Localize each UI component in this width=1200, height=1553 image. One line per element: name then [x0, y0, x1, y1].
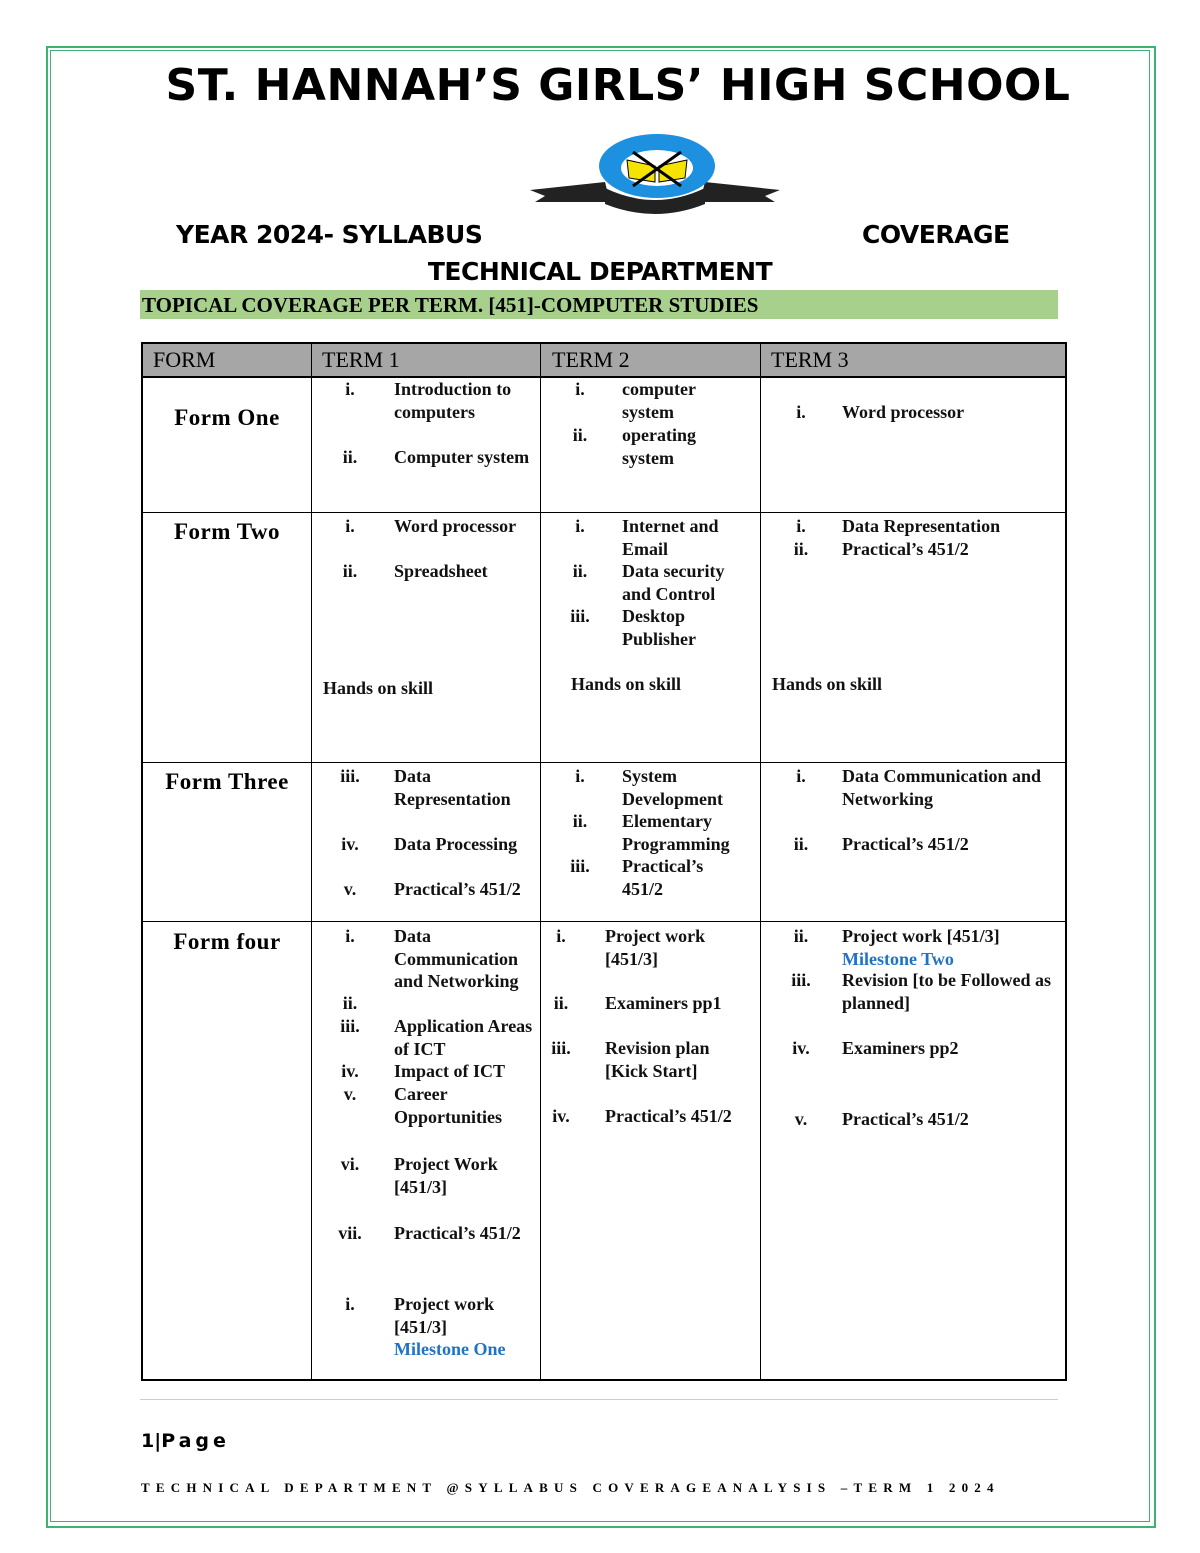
- topic-item: Revision [to be Followed as planned]: [842, 970, 1051, 1013]
- topic-item: Practical’s 451/2: [394, 1223, 521, 1243]
- header-term-3: TERM 3: [771, 347, 849, 372]
- topic-item: Word processor: [394, 516, 517, 536]
- list-numeral: iv.: [341, 1061, 359, 1081]
- header-term-2: TERM 2: [552, 347, 630, 372]
- list-numeral: iii.: [570, 856, 590, 876]
- topic-item: Data security and Control: [622, 561, 725, 604]
- row-divider: [143, 921, 1065, 922]
- topic-item: operating system: [622, 425, 696, 468]
- list-numeral: i.: [345, 1294, 355, 1314]
- list-numeral: ii.: [572, 811, 588, 831]
- list-numeral: iv.: [341, 834, 359, 854]
- list-numeral: ii.: [572, 425, 588, 445]
- list-numeral: v.: [343, 1084, 357, 1104]
- topic-item: Career Opportunities: [394, 1084, 503, 1127]
- topic-item: Data Communication and Networking: [842, 766, 1042, 809]
- list-numeral: i.: [345, 516, 355, 536]
- topic-item: Examiners pp1: [605, 993, 722, 1013]
- list-numeral: ii.: [793, 926, 809, 946]
- list-numeral: iv.: [792, 1038, 810, 1058]
- hands-on-skill-note: Hands on skill: [772, 674, 883, 694]
- topic-item: Word processor: [842, 402, 965, 422]
- list-numeral: ii.: [553, 993, 569, 1013]
- row-divider: [143, 512, 1065, 513]
- page-separator: |: [154, 1430, 162, 1452]
- list-numeral: i.: [575, 766, 585, 786]
- column-divider: [760, 344, 761, 1379]
- page-label: Page: [161, 1430, 230, 1452]
- list-numeral: vii.: [338, 1223, 362, 1243]
- topic-item: Spreadsheet: [394, 561, 488, 581]
- milestone-link[interactable]: Milestone One: [394, 1339, 506, 1359]
- topic-item: System Development: [622, 766, 723, 809]
- list-numeral: iii.: [791, 970, 811, 990]
- list-numeral: ii.: [342, 993, 358, 1013]
- topic-item: Project work [451/3] Milestone Two: [842, 925, 1057, 970]
- school-title: ST. HANNAH’S GIRLS’ HIGH SCHOOL: [165, 60, 1071, 111]
- milestone-link[interactable]: Milestone Two: [842, 948, 954, 969]
- topic-item: Practical’s 451/2: [842, 1109, 969, 1129]
- department-heading: TECHNICAL DEPARTMENT: [427, 257, 773, 286]
- coverage-label: COVERAGE: [862, 220, 1010, 249]
- topic-item: Computer system: [394, 447, 530, 467]
- list-numeral: i.: [796, 766, 806, 786]
- list-numeral: i.: [796, 402, 806, 422]
- footer-text: TECHNICAL DEPARTMENT @SYLLABUS COVERAGEANALYSIS –TERM 1 2024: [141, 1480, 1000, 1495]
- topic-item: Project Work [451/3]: [394, 1154, 498, 1197]
- syllabus-table: [141, 342, 1067, 1381]
- page-number-value: 1: [141, 1430, 155, 1452]
- list-numeral: ii.: [793, 539, 809, 559]
- topic-item: Practical’s 451/2: [842, 834, 969, 854]
- topic-item: Internet and Email: [622, 516, 719, 559]
- list-numeral: iii.: [340, 1016, 360, 1036]
- hands-on-skill-note: Hands on skill: [323, 678, 434, 698]
- list-numeral: ii.: [793, 834, 809, 854]
- column-divider: [311, 344, 312, 1379]
- form-label-three: Form Three: [165, 769, 289, 794]
- topic-item: Project work [451/3]: [605, 926, 706, 969]
- row-divider: [143, 762, 1065, 763]
- list-numeral: iii.: [551, 1038, 571, 1058]
- year-label: YEAR 2024- SYLLABUS: [176, 220, 483, 249]
- topic-item: Elementary Programming: [622, 811, 730, 854]
- page-number: [141, 1430, 230, 1452]
- header-form: FORM: [153, 347, 216, 372]
- school-logo: [515, 132, 795, 216]
- list-numeral: ii.: [572, 561, 588, 581]
- list-numeral: vi.: [340, 1154, 360, 1174]
- topic-item: Practical’s 451/2: [622, 856, 704, 899]
- topic-item: Data Representation: [842, 516, 1001, 536]
- list-numeral: v.: [794, 1109, 808, 1129]
- table-header: [143, 344, 1065, 378]
- topic-item: Application Areas of ICT: [394, 1016, 533, 1059]
- topic-item: Practical’s 451/2: [605, 1106, 732, 1126]
- column-divider: [540, 344, 541, 1379]
- topic-item: Practical’s 451/2: [842, 539, 969, 559]
- list-numeral: i.: [796, 516, 806, 536]
- topic-item: Revision plan [Kick Start]: [605, 1038, 710, 1081]
- list-numeral: i.: [345, 379, 355, 399]
- list-numeral: i.: [575, 379, 585, 399]
- hands-on-skill-note: Hands on skill: [571, 674, 682, 694]
- form-label-one: Form One: [174, 405, 280, 430]
- footer-rule: [140, 1399, 1058, 1400]
- topic-item: Data Processing: [394, 834, 518, 854]
- topic-item: Data Communication and Networking: [394, 926, 519, 991]
- list-numeral: ii.: [342, 447, 358, 467]
- topic-item: Desktop Publisher: [622, 606, 697, 649]
- topic-item: Introduction to computers: [394, 379, 512, 422]
- topic-item: Practical’s 451/2: [394, 879, 521, 899]
- list-numeral: ii.: [342, 561, 358, 581]
- topic-item: computer system: [622, 379, 696, 422]
- form-label-two: Form Two: [174, 519, 280, 544]
- topic-item: Impact of ICT: [394, 1061, 505, 1081]
- list-numeral: i.: [575, 516, 585, 536]
- topic-item: Examiners pp2: [842, 1038, 959, 1058]
- list-numeral: iii.: [340, 766, 360, 786]
- form-label-four: Form four: [173, 929, 281, 954]
- list-numeral: i.: [556, 926, 566, 946]
- topic-item: Data Representation: [394, 766, 511, 809]
- subject-banner: TOPICAL COVERAGE PER TERM. [451]-COMPUTER STUDIES: [140, 290, 1058, 319]
- list-numeral: iv.: [552, 1106, 570, 1126]
- topic-item: Project work [451/3] Milestone One: [394, 1293, 534, 1361]
- list-numeral: iii.: [570, 606, 590, 626]
- list-numeral: i.: [345, 926, 355, 946]
- list-numeral: v.: [343, 879, 357, 899]
- header-term-1: TERM 1: [322, 347, 400, 372]
